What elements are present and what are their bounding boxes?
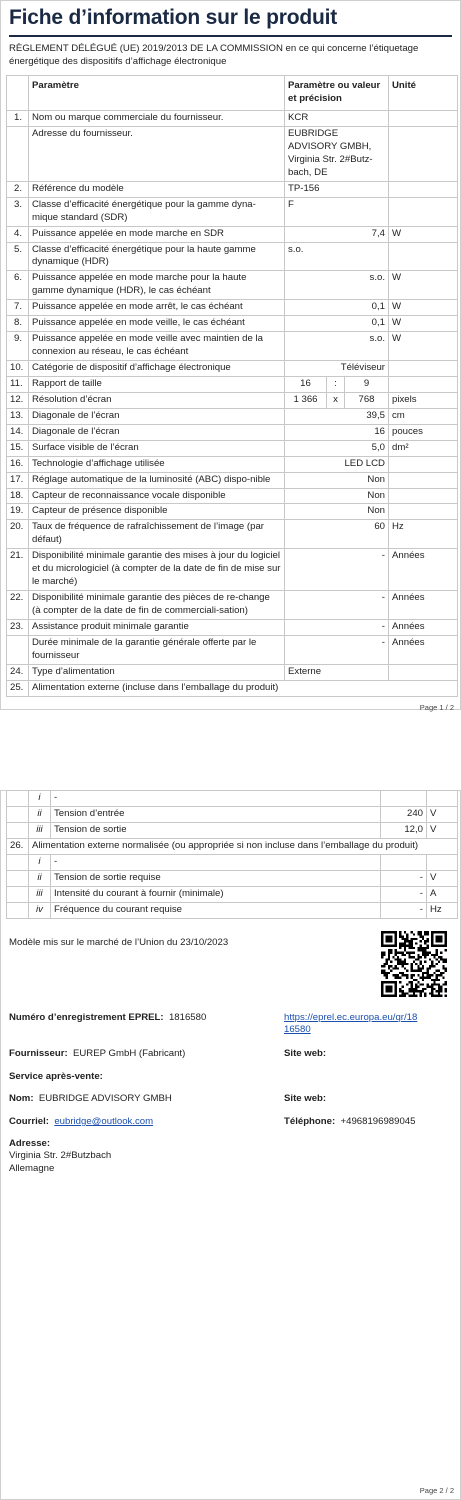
row-value: 5,0 (285, 440, 389, 456)
row-label: Diagonale de l’écran (29, 408, 285, 424)
site-web-label-2: Site web: (284, 1093, 327, 1104)
row-value: Non (285, 472, 389, 488)
row-number: 10. (7, 361, 29, 377)
table-row (7, 902, 458, 918)
row-value: KCR (285, 111, 389, 127)
row-unit (389, 111, 458, 127)
table-row (7, 197, 458, 226)
row-label: Alimentation externe (incluse dans l’emballage du produit) (29, 680, 458, 696)
row-number: 26. (7, 838, 29, 854)
row-unit: Hz (389, 520, 458, 549)
row-value: - (285, 619, 389, 635)
sub-index: ii (29, 870, 51, 886)
table-row (7, 854, 458, 870)
value-b: 768 (345, 392, 389, 408)
row-number: 15. (7, 440, 29, 456)
sub-index: ii (29, 806, 51, 822)
table-row (7, 520, 458, 549)
row-unit: W (389, 271, 458, 300)
row-label: Résolution d’écran (29, 392, 285, 408)
table-row (7, 822, 458, 838)
sub-index: i (29, 854, 51, 870)
row-unit: W (389, 316, 458, 332)
market-date-line: Modèle mis sur le marché de l’Union du 23/10/2023 (9, 937, 229, 948)
after-sales-label: Service après-vente: (9, 1071, 103, 1082)
row-number: 18. (7, 488, 29, 504)
row-label: Fréquence du courant requise (51, 902, 381, 918)
row-value: EUBRIDGE ADVISORY GMBH, Virginia Str. 2#Butz-bach, DE (285, 127, 389, 182)
row-label: Référence du modèle (29, 181, 285, 197)
table-row (7, 392, 458, 408)
row-label: Tension d’entrée (51, 806, 381, 822)
row-label: Adresse du fournisseur. (29, 127, 285, 182)
row-value: - (285, 635, 389, 664)
row-number: 20. (7, 520, 29, 549)
site-web-2 (284, 1093, 326, 1106)
row-label: Disponibilité minimale garantie des pièces de re-change (à compter de la date de fin de commerciali-sation) (29, 591, 285, 620)
row-unit: V (427, 822, 458, 838)
row-value (381, 791, 427, 807)
row-unit: cm (389, 408, 458, 424)
sub-index: iii (29, 822, 51, 838)
row-value: F (285, 197, 389, 226)
row-label: Classe d’efficacité énergétique pour la gamme dyna-mique standard (SDR) (29, 197, 285, 226)
row-number: 4. (7, 226, 29, 242)
row-unit: A (427, 886, 458, 902)
table-row (7, 127, 458, 182)
row-number: 17. (7, 472, 29, 488)
row-value: 0,1 (285, 300, 389, 316)
row-label: Technologie d’affichage utilisée (29, 456, 285, 472)
name-label: Nom: (9, 1093, 34, 1104)
row-unit: Années (389, 635, 458, 664)
row-number (7, 791, 29, 807)
row-number (7, 886, 29, 902)
row-number: 2. (7, 181, 29, 197)
row-label: Capteur de présence disponible (29, 504, 285, 520)
row-unit: Hz (427, 902, 458, 918)
page-2 (0, 790, 461, 1500)
row-number: 12. (7, 392, 29, 408)
after-sales-heading (9, 1071, 103, 1084)
eprel-link-line-2[interactable]: 16580 (284, 1024, 311, 1036)
table-row (7, 376, 458, 392)
table-row (7, 271, 458, 300)
table-row (7, 806, 458, 822)
address-block (9, 1138, 111, 1175)
row-unit: W (389, 332, 458, 361)
row-label: Durée minimale de la garantie générale offerte par le fournisseur (29, 635, 285, 664)
name-row (9, 1093, 172, 1106)
row-unit (389, 361, 458, 377)
sub-index: i (29, 791, 51, 807)
header-unit: Unité (389, 76, 458, 111)
row-label: Taux de fréquence de rafraîchissement de l’image (par défaut) (29, 520, 285, 549)
row-value: Téléviseur (285, 361, 389, 377)
table-row (7, 886, 458, 902)
eprel-link-line-1[interactable]: https://eprel.ec.europa.eu/qr/18 (284, 1012, 418, 1023)
table-row (7, 361, 458, 377)
eprel-row (9, 1012, 206, 1025)
supplier-value: EUREP GmbH (Fabricant) (72, 1048, 186, 1059)
address-line-2: Allemagne (9, 1162, 55, 1174)
table-row (7, 549, 458, 591)
row-value: s.o. (285, 332, 389, 361)
row-number: 9. (7, 332, 29, 361)
row-value: 12,0 (381, 822, 427, 838)
table-row (7, 488, 458, 504)
row-label: Type d’alimentation (29, 664, 285, 680)
row-unit (389, 664, 458, 680)
value-a: 1 366 (285, 392, 327, 408)
row-value: 0,1 (285, 316, 389, 332)
header-value: Paramètre ou valeur et précision (285, 76, 389, 111)
row-label: Intensité du courant à fournir (minimale) (51, 886, 381, 902)
row-number: 24. (7, 664, 29, 680)
row-number: 11. (7, 376, 29, 392)
address-line-1: Virginia Str. 2#Butzbach (9, 1150, 112, 1162)
row-unit (389, 488, 458, 504)
document-title: Fiche d’information sur le produit (9, 6, 338, 29)
row-number: 13. (7, 408, 29, 424)
row-label: Disponibilité minimale garantie des mises à jour du logiciel et du micrologiciel (à compter de la date de fin de mise sur le marché) (29, 549, 285, 591)
row-number (7, 822, 29, 838)
regulation-subtitle: RÈGLEMENT DÉLÉGUÉ (UE) 2019/2013 DE LA COMMISSION en ce qui concerne l’étiquetage énergétique des dispositifs d’affichage électronique (9, 43, 419, 68)
row-label: Puissance appelée en mode marche en SDR (29, 226, 285, 242)
row-number: 3. (7, 197, 29, 226)
eprel-link[interactable] (284, 1012, 417, 1037)
row-number: 5. (7, 242, 29, 271)
table-header-row (7, 76, 458, 111)
row-label: Catégorie de dispositif d’affichage électronique (29, 361, 285, 377)
eprel-number: 1816580 (168, 1012, 207, 1023)
row-label: Nom ou marque commerciale du fournisseur. (29, 111, 285, 127)
row-unit: W (389, 300, 458, 316)
product-info-table (6, 75, 458, 696)
row-unit (427, 854, 458, 870)
page-number-1: Page 1 / 2 (419, 703, 454, 712)
row-number (7, 854, 29, 870)
row-number: 25. (7, 680, 29, 696)
value-separator: : (327, 376, 345, 392)
table-row (7, 242, 458, 271)
row-unit (389, 181, 458, 197)
row-number: 8. (7, 316, 29, 332)
mail-link[interactable]: eubridge@outlook.com (54, 1116, 154, 1127)
row-value: 7,4 (285, 226, 389, 242)
row-value: 240 (381, 806, 427, 822)
row-number: 16. (7, 456, 29, 472)
row-unit: pouces (389, 424, 458, 440)
table-row (7, 300, 458, 316)
sub-index: iv (29, 902, 51, 918)
row-unit: pixels (389, 392, 458, 408)
row-unit: dm² (389, 440, 458, 456)
table-row (7, 316, 458, 332)
table-row (7, 440, 458, 456)
row-label: Puissance appelée en mode veille, le cas échéant (29, 316, 285, 332)
row-label: Tension de sortie (51, 822, 381, 838)
table-row (7, 408, 458, 424)
row-value: Non (285, 504, 389, 520)
row-label: Puissance appelée en mode veille avec maintien de la connexion au réseau, le cas échéant (29, 332, 285, 361)
address-label: Adresse: (9, 1138, 51, 1149)
table-row (7, 226, 458, 242)
row-unit (427, 791, 458, 807)
row-unit: W (389, 226, 458, 242)
page-number-2: Page 2 / 2 (419, 1485, 454, 1495)
table-row (7, 424, 458, 440)
row-value (381, 854, 427, 870)
site-web-label-1: Site web: (284, 1048, 327, 1059)
row-value: - (285, 591, 389, 620)
row-label: Tension de sortie requise (51, 870, 381, 886)
table-row (7, 456, 458, 472)
row-unit: Années (389, 549, 458, 591)
table-row (7, 591, 458, 620)
phone-value: +4968196989045 (340, 1116, 416, 1127)
row-label: - (51, 854, 381, 870)
row-number: 14. (7, 424, 29, 440)
mail-row (9, 1116, 153, 1129)
row-label: Surface visible de l’écran (29, 440, 285, 456)
row-unit (389, 197, 458, 226)
row-label: Alimentation externe normalisée (ou appropriée si non incluse dans l’emballage du produit) (29, 838, 458, 854)
table-row (7, 619, 458, 635)
row-label: Diagonale de l’écran (29, 424, 285, 440)
row-value: 16 (285, 424, 389, 440)
row-number: 19. (7, 504, 29, 520)
table-row (7, 664, 458, 680)
row-label: Réglage automatique de la luminosité (ABC) dispo-nible (29, 472, 285, 488)
row-unit: V (427, 806, 458, 822)
site-web-1 (284, 1048, 326, 1061)
table-row (7, 791, 458, 807)
row-number (7, 635, 29, 664)
row-label: Assistance produit minimale garantie (29, 619, 285, 635)
header-param: Paramètre (29, 76, 285, 111)
supplier-label: Fournisseur: (9, 1048, 68, 1059)
value-separator: x (327, 392, 345, 408)
table-row (7, 870, 458, 886)
table-row (7, 332, 458, 361)
row-label: Capteur de reconnaissance vocale disponible (29, 488, 285, 504)
table-row (7, 111, 458, 127)
row-label: Puissance appelée en mode marche pour la haute gamme dynamique (HDR), le cas échéant (29, 271, 285, 300)
row-unit (389, 242, 458, 271)
table-row (7, 635, 458, 664)
phone-row (284, 1116, 415, 1129)
phone-label: Téléphone: (284, 1116, 336, 1127)
row-number: 7. (7, 300, 29, 316)
row-number: 6. (7, 271, 29, 300)
row-unit (389, 504, 458, 520)
value-b: 9 (345, 376, 389, 392)
table-row (7, 504, 458, 520)
row-value: - (381, 902, 427, 918)
row-label: Classe d’efficacité énergétique pour la haute gamme dynamique (HDR) (29, 242, 285, 271)
name-value: EUBRIDGE ADVISORY GMBH (38, 1093, 172, 1104)
eprel-label: Numéro d’enregistrement EPREL: (9, 1012, 164, 1023)
row-unit (389, 456, 458, 472)
mail-label: Courriel: (9, 1116, 49, 1127)
row-value: 60 (285, 520, 389, 549)
row-value: s.o. (285, 271, 389, 300)
value-a: 16 (285, 376, 327, 392)
row-number: 1. (7, 111, 29, 127)
row-value: 39,5 (285, 408, 389, 424)
row-value: - (285, 549, 389, 591)
sub-index: iii (29, 886, 51, 902)
row-label: Rapport de taille (29, 376, 285, 392)
row-number (7, 870, 29, 886)
row-number (7, 902, 29, 918)
row-number: 22. (7, 591, 29, 620)
row-unit: Années (389, 591, 458, 620)
row-label: - (51, 791, 381, 807)
row-value: TP-156 (285, 181, 389, 197)
row-number: 23. (7, 619, 29, 635)
row-unit (389, 127, 458, 182)
row-value: Non (285, 488, 389, 504)
table-row (7, 838, 458, 854)
table-row (7, 181, 458, 197)
row-value: - (381, 886, 427, 902)
page-1 (0, 0, 461, 710)
supplier-row (9, 1048, 185, 1061)
row-number (7, 127, 29, 182)
row-value: s.o. (285, 242, 389, 271)
row-value: - (381, 870, 427, 886)
row-value: LED LCD (285, 456, 389, 472)
table-row (7, 472, 458, 488)
row-label: Puissance appelée en mode arrêt, le cas échéant (29, 300, 285, 316)
row-unit: Années (389, 619, 458, 635)
row-number: 21. (7, 549, 29, 591)
row-unit: V (427, 870, 458, 886)
power-supply-table (6, 790, 458, 919)
table-row (7, 680, 458, 696)
row-unit (389, 376, 458, 392)
row-value: Externe (285, 664, 389, 680)
row-unit (389, 472, 458, 488)
qr-code-icon[interactable] (381, 931, 447, 997)
row-number (7, 806, 29, 822)
